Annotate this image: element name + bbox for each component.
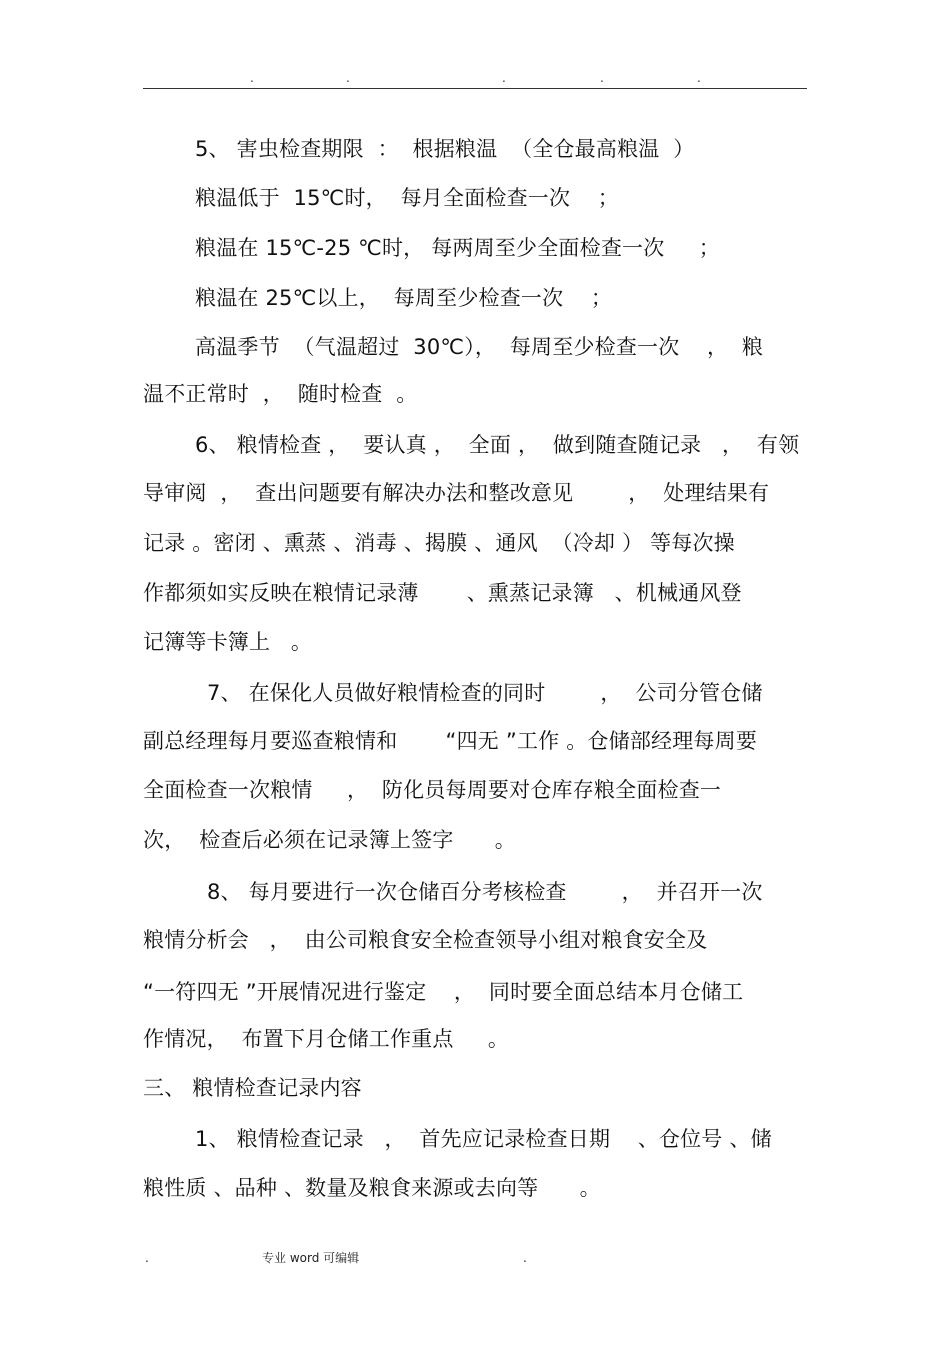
header-dots bbox=[0, 72, 950, 86]
paragraph-line: 高温季节 （气温超过 30℃）， 每周至少检查一次 ， 粮 bbox=[195, 335, 764, 359]
paragraph-line: 粮性质 、品种 、数量及粮食来源或去向等 。 bbox=[143, 1176, 601, 1200]
footer-label: 专业 word 可编辑 bbox=[262, 1251, 360, 1265]
paragraph-line: 次， 检查后必须在记录簿上签字 。 bbox=[143, 828, 517, 852]
header-dot: . bbox=[502, 71, 506, 85]
paragraph-line: 粮温低于 15℃时， 每月全面检查一次 ； bbox=[195, 186, 619, 210]
header-dot: . bbox=[346, 71, 350, 85]
paragraph-line: 副总经理每月要巡查粮情和 “四无 ”工作 。仓储部经理每周要 bbox=[143, 729, 758, 753]
paragraph-line: 粮温在 25℃以上， 每周至少检查一次 ； bbox=[195, 286, 613, 310]
paragraph-line: 导审阅 ， 查出问题要有解决办法和整改意见 ， 处理结果有 bbox=[143, 481, 770, 505]
paragraph-line: 7、 在保化人员做好粮情检查的同时 ， 公司分管仓储 bbox=[207, 681, 763, 705]
page-footer bbox=[0, 1250, 950, 1270]
paragraph-line: 粮情分析会 ， 由公司粮食安全检查领导小组对粮食安全及 bbox=[143, 928, 708, 952]
paragraph-line: 记录 。密闭 、熏蒸 、消毒 、揭膜 、通风 （冷却 ） 等每次操 bbox=[143, 531, 735, 555]
paragraph-line: 粮温在 15℃-25 ℃时， 每两周至少全面检查一次 ； bbox=[195, 236, 720, 260]
footer-dot-right: . bbox=[523, 1251, 527, 1265]
footer-dot-left: . bbox=[145, 1251, 149, 1265]
header-rule bbox=[143, 88, 807, 89]
paragraph-line: “一符四无 ”开展情况进行鉴定 ， 同时要全面总结本月仓储工 bbox=[143, 980, 744, 1004]
header-dot: . bbox=[697, 71, 701, 85]
paragraph-line: 1、 粮情检查记录 ， 首先应记录检查日期 、仓位号 、储 bbox=[195, 1127, 772, 1151]
section-heading: 三、 粮情检查记录内容 bbox=[143, 1076, 362, 1100]
paragraph-line: 8、 每月要进行一次仓储百分考核检查 ， 并召开一次 bbox=[207, 880, 763, 904]
paragraph-line: 作都须如实反映在粮情记录薄 、熏蒸记录簿 、机械通风登 bbox=[143, 581, 742, 605]
paragraph-line: 温不正常时 ， 随时检查 。 bbox=[143, 382, 418, 406]
header-dot: . bbox=[600, 71, 604, 85]
paragraph-line: 全面检查一次粮情 ， 防化员每周要对仓库存粮全面检查一 bbox=[143, 778, 722, 802]
paragraph-line: 作情况， 布置下月仓储工作重点 。 bbox=[143, 1027, 510, 1051]
paragraph-line: 5、 害虫检查期限 ： 根据粮温 （全仓最高粮温 ） bbox=[195, 137, 695, 161]
paragraph-line: 6、 粮情检查 ， 要认真 ， 全面 ， 做到随查随记录 ， 有领 bbox=[195, 433, 800, 457]
header-dot: . bbox=[250, 71, 254, 85]
paragraph-line: 记簿等卡簿上 。 bbox=[143, 630, 313, 654]
